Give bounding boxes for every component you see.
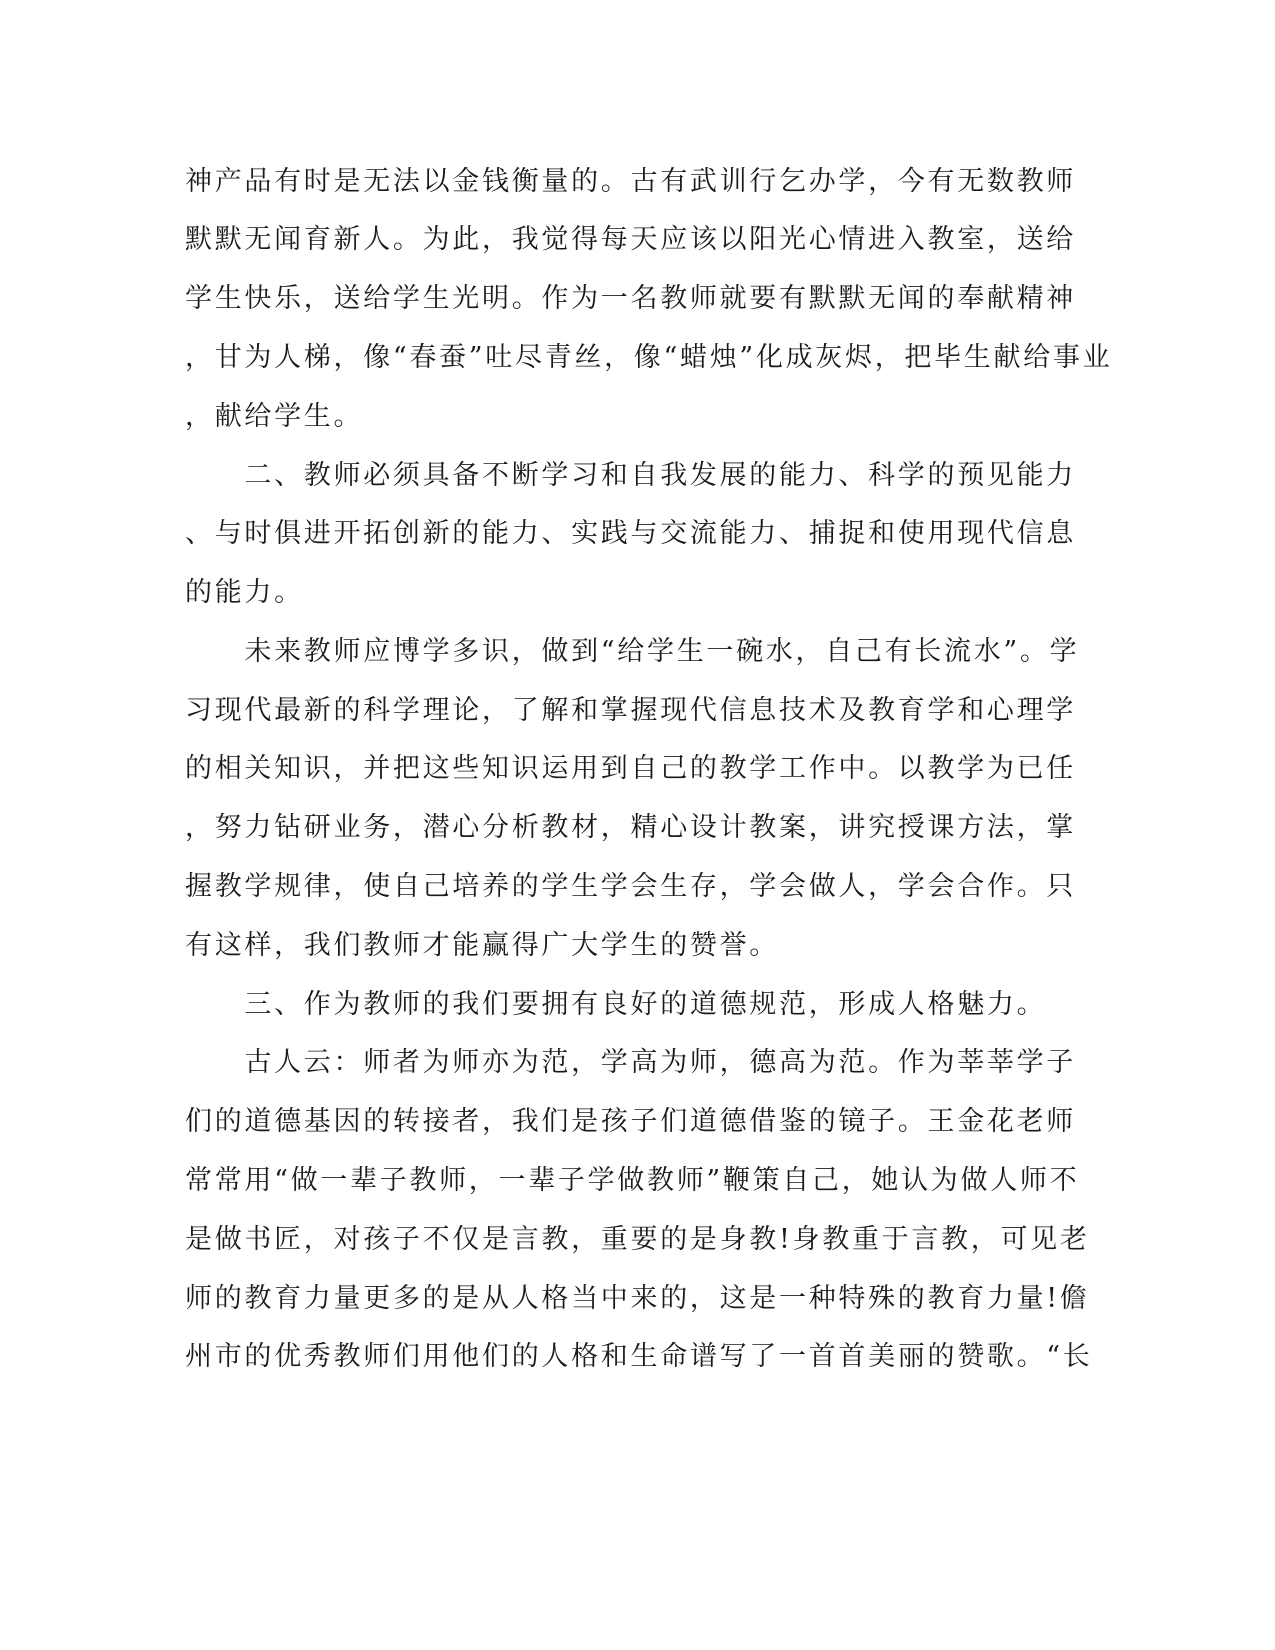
text-line: 神产品有时是无法以金钱衡量的。古有武训行乞办学，今有无数教师 [185,166,1076,197]
text-line: ，努力钻研业务，潜心分析教材，精心设计教案，讲究授课方法，掌 [185,812,1076,843]
text-line: 学生快乐，送给学生光明。作为一名教师就要有默默无闻的奉献精神 [185,283,1076,314]
text-line: ，献给学生。 [185,401,364,432]
text-line: 的相关知识，并把这些知识运用到自己的教学工作中。以教学为已任 [185,753,1076,784]
text-line: ，甘为人梯，像“春蚕”吐尽青丝，像“蜡烛”化成灰烬，把毕生献给事业 [185,342,1113,373]
text-line: 默默无闻育新人。为此，我觉得每天应该以阳光心情进入教室，送给 [185,224,1076,255]
paragraph-heading-2: 二、教师必须具备不断学习和自我发展的能力、科学的预见能力 [185,460,1076,491]
text-line: 州市的优秀教师们用他们的人格和生命谱写了一首首美丽的赞歌。“长 [185,1341,1093,1372]
text-line: 习现代最新的科学理论，了解和掌握现代信息技术及教育学和心理学 [185,695,1076,726]
text-line: 有这样，我们教师才能赢得广大学生的赞誉。 [185,930,779,961]
text-line: 未来教师应博学多识，做到“给学生一碗水，自己有长流水”。学 [185,636,1080,667]
text-line: 古人云：师者为师亦为范，学高为师，德高为范。作为莘莘学子 [185,1047,1076,1078]
text-line: 的能力。 [185,577,304,608]
text-line: 、与时俱进开拓创新的能力、实践与交流能力、捕捉和使用现代信息 [185,518,1076,549]
text-line: 是做书匠，对孩子不仅是言教，重要的是身教!身教重于言教，可见老 [185,1224,1090,1255]
text-line: 握教学规律，使自己培养的学生学会生存，学会做人，学会合作。只 [185,871,1076,902]
text-line: 常常用“做一辈子教师，一辈子学做教师”鞭策自己，她认为做人师不 [185,1165,1080,1196]
paragraph-heading-3: 三、作为教师的我们要拥有良好的道德规范，形成人格魅力。 [185,989,1047,1020]
text-line: 师的教育力量更多的是从人格当中来的，这是一种特殊的教育力量!儋 [185,1283,1090,1314]
text-line: 们的道德基因的转接者，我们是孩子们道德借鉴的镜子。王金花老师 [185,1106,1076,1137]
